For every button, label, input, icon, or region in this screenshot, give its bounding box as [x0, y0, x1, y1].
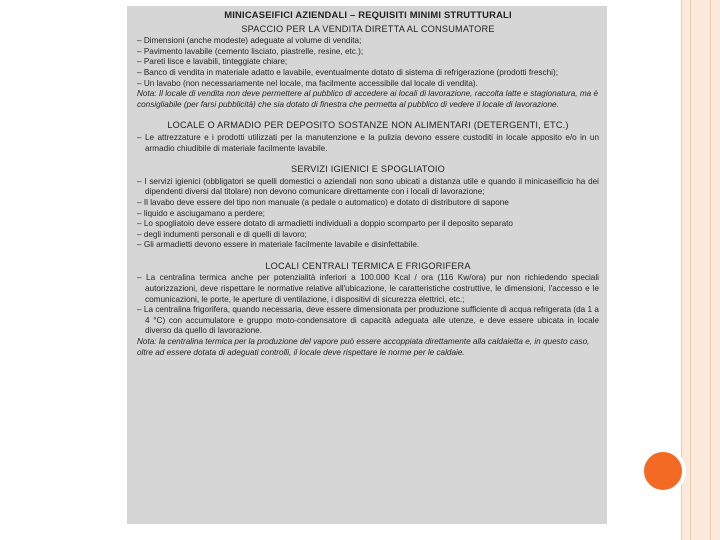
document-title: MINICASEIFICI AZIENDALI – REQUISITI MINIMI STRUTTURALI [224, 9, 512, 20]
list-item: – Il lavabo deve essere del tipo non manuale (a pedale o automatico) e dotato di distributore di sapone [137, 197, 509, 207]
list-item: – Pareti lisce e lavabili, tinteggiate chiare; [137, 57, 288, 67]
list-item: – Un lavabo (non necessariamente nel locale, ma facilmente accessibile dal locale di vendita). [137, 78, 478, 88]
list-item: – Lo spogliatoio deve essere dotato di armadietti individuali a doppio scomparto per il deposito separato [137, 219, 513, 229]
list-item: – La centralina termica anche per potenzialità inferiori a 100.000 Kcal / ora (116 Kw/ora) pur non richiedendo speciali autorizzazioni, deve rispettare le normative relative all'ubicazione, le caratteristiche costruttive, le dimensioni, l'accesso e le comunicazioni, le porte, le aperture di ventilazione, i dispositivi di sicurezza elettrici, etc.; [137, 273, 599, 304]
section-heading-deposito: LOCALE O ARMADIO PER DEPOSITO SOSTANZE NON ALIMENTARI (DETERGENTI, ETC.) [167, 120, 569, 131]
note-text: Il locale di vendita non deve permettere al pubblico di accedere ai locali di lavorazione, raccolta latte e stagionatura, ma è consigliabile (per farsi pubblicità) che sia dotato di finestra che permetta al pubblico di vedere il locale di lavorazione. [137, 89, 599, 109]
section-heading-spaccio: SPACCIO PER LA VENDITA DIRETTA AL CONSUMATORE [241, 23, 495, 34]
slide-side-border [681, 0, 720, 540]
scanned-document [127, 6, 607, 524]
list-item: – Gli armadietti devono essere in materiale facilmente lavabile e disinfettabile. [137, 240, 420, 250]
orange-circle-decoration [640, 448, 686, 494]
border-line-left [690, 0, 691, 540]
list-item: – I servizi igienici (obbligatori se quelli domestici o aziendali non sono ubicati a distanza utile e quando il minicaseificio ha dei dipendenti diversi dal titolare) non devono comunicare direttamente con i locali di lavorazione; [137, 176, 599, 197]
list-item: – liquido e asciugamano a perdere; [137, 208, 265, 218]
section-note [137, 337, 599, 358]
list-item: – La centralina frigorifera, quando necessaria, deve essere dimensionata per produzione sufficiente di acqua refrigerata (da 1 a 4 °C) con accumulatore e gruppo moto-condensatore di capacità adeguata alle utenze, e deve essere ubicata in locale diverso da quello di lavorazione. [137, 305, 599, 336]
section-heading-centrali: LOCALI CENTRALI TERMICA E FRIGORIFERA [265, 260, 471, 271]
note-label: Nota: [137, 337, 157, 347]
note-text: la centralina termica per la produzione del vapore può essere accoppiata direttamente alla caldaietta e, in questo caso, oltre ad essere dotata di adeguati controlli, il locale deve rispettare le norme per le caldaie. [137, 337, 590, 357]
section-heading-servizi: SERVIZI IGIENICI E SPOGLIATOIO [290, 164, 446, 175]
list-item: – Banco di vendita in materiale adatto e lavabile, eventualmente dotato di sistema di refrigerazione (prodotti freschi); [137, 67, 558, 77]
list-item: – Le attrezzature e i prodotti utilizzati per la manutenzione e la pulizia devono essere custoditi in locale apposito e/o in un armadio chiudibile di materiale facilmente lavabile. [137, 132, 599, 153]
list-item: – Pavimento lavabile (cemento lisciato, piastrelle, resine, etc.); [137, 46, 364, 56]
note-label: Nota: [137, 89, 157, 99]
border-line-right [710, 0, 711, 540]
list-item: – Dimensioni (anche modeste) adeguate al volume di vendita; [137, 36, 362, 46]
section-note [137, 89, 599, 110]
list-item: – degli indumenti personali e di quelli di lavoro; [137, 229, 307, 239]
